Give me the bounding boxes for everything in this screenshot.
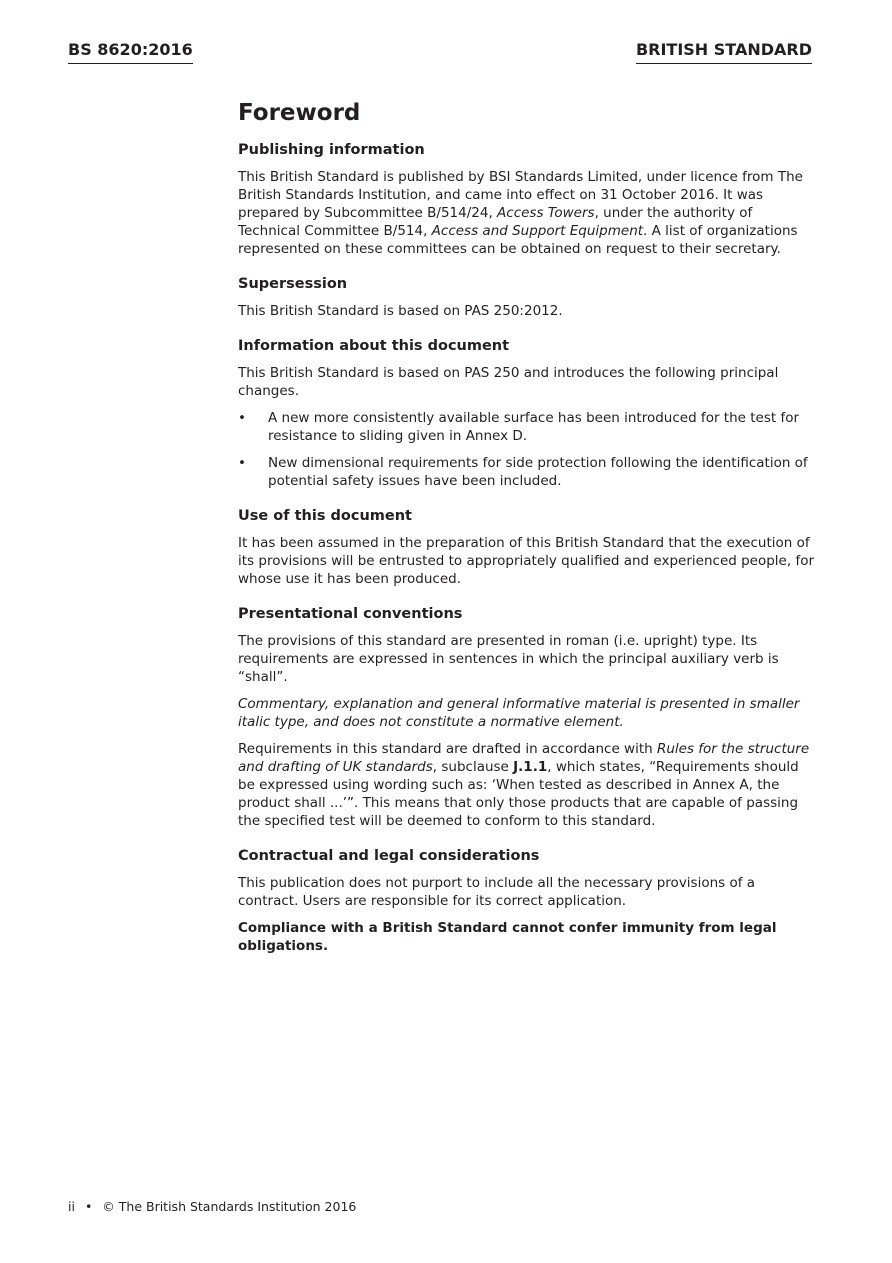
header-document-code: BS 8620:2016 bbox=[68, 40, 193, 64]
section-information-about-document bbox=[238, 337, 816, 490]
list-item: • New dimensional requirements for side protection following the identification of potential safety issues have been included. bbox=[238, 455, 808, 489]
section-heading: Information about this document bbox=[238, 338, 510, 354]
footer-bullet-icon: • bbox=[84, 1199, 93, 1214]
bullet-icon: • bbox=[238, 410, 246, 426]
conventions-paragraph-3: Requirements in this standard are drafted in accordance with Rules for the structure and drafting of UK standards, subclause J.1.1, which states, “Requirements should be expressed using wording such as: ‘When tested as described in Annex A, the product shall ...’”. This means that only those products that are capable of passing the specified test will be deemed to conform to this standard. bbox=[238, 741, 810, 829]
section-heading: Publishing information bbox=[238, 142, 425, 158]
legal-paragraph: This publication does not purport to include all the necessary provisions of a contract. Users are responsible for its correct application. bbox=[238, 875, 756, 909]
commentary-paragraph: Commentary, explanation and general informative material is presented in smaller italic type, and does not constitute a normative element. bbox=[238, 696, 800, 730]
section-supersession bbox=[238, 275, 816, 320]
list-item: • A new more consistently available surface has been introduced for the test for resistance to sliding given in Annex D. bbox=[238, 410, 800, 444]
foreword-content bbox=[238, 98, 816, 972]
information-paragraph: This British Standard is based on PAS 250 and introduces the following principal changes. bbox=[238, 365, 779, 399]
section-contractual-legal bbox=[238, 847, 816, 955]
section-heading: Contractual and legal considerations bbox=[238, 848, 540, 864]
section-heading: Presentational conventions bbox=[238, 606, 463, 622]
section-heading: Supersession bbox=[238, 276, 348, 292]
principal-changes-list bbox=[238, 409, 816, 490]
compliance-statement: Compliance with a British Standard cannot confer immunity from legal obligations. bbox=[238, 920, 777, 954]
section-presentational-conventions bbox=[238, 605, 816, 830]
page-title: Foreword bbox=[238, 100, 361, 126]
page-number: ii bbox=[68, 1199, 75, 1214]
conventions-paragraph-1: The provisions of this standard are presented in roman (i.e. upright) type. Its requirements are expressed in sentences in which the principal auxiliary verb is “shall”. bbox=[238, 633, 779, 685]
page-footer bbox=[68, 1199, 362, 1215]
section-use-of-document bbox=[238, 507, 816, 588]
use-paragraph: It has been assumed in the preparation of this British Standard that the execution of its provisions will be entrusted to appropriately qualified and experienced people, for whose use it has been produced. bbox=[238, 535, 815, 587]
publishing-paragraph: This British Standard is published by BSI Standards Limited, under licence from The British Standards Institution, and came into effect on 31 October 2016. It was prepared by Subcommittee B/514/24, Access Towers, under the authority of Technical Committee B/514, Access and Support Equipment. A list of organizations represented on these committees can be obtained on request to their secretary. bbox=[238, 169, 803, 257]
section-publishing-information bbox=[238, 141, 816, 258]
bullet-icon: • bbox=[238, 455, 246, 471]
supersession-paragraph: This British Standard is based on PAS 250:2012. bbox=[238, 303, 563, 319]
header-document-category: BRITISH STANDARD bbox=[636, 40, 812, 64]
copyright-notice: © The British Standards Institution 2016 bbox=[102, 1199, 357, 1214]
section-heading: Use of this document bbox=[238, 508, 412, 524]
